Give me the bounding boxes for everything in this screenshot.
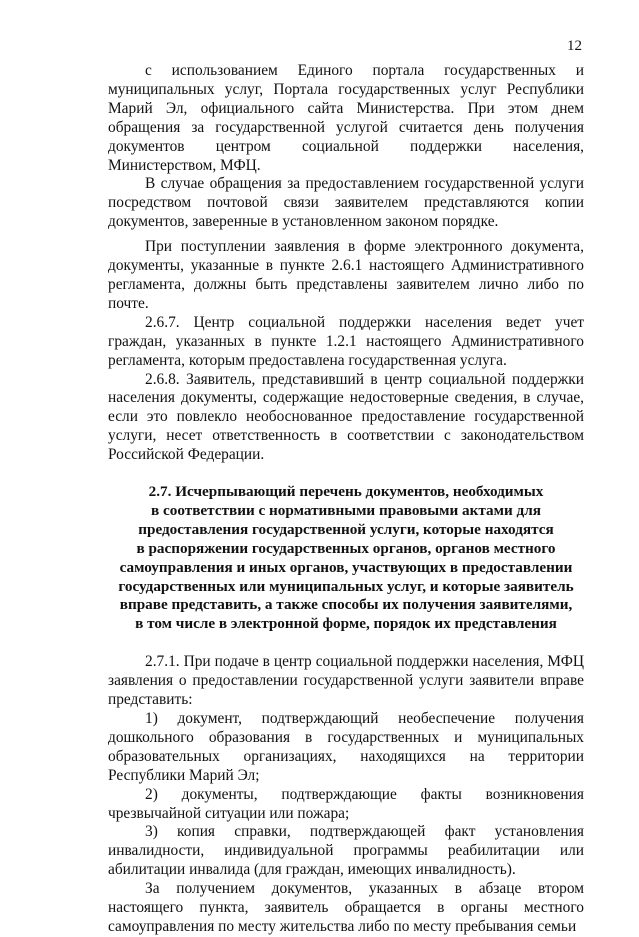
paragraph: При поступлении заявления в форме электронного документа, документы, указанные в пункте 2.6.1 настоящего Административного регламента, должны быть представлены заявителем лично либо по почте. — [108, 238, 584, 312]
section-heading — [108, 483, 584, 634]
list-item: 1) документ, подтверждающий необеспечение получения дошкольного образования в государственных и муниципальных образовательных организациях, находящихся на территории Республики Марий Эл; — [108, 710, 584, 784]
paragraph: с использованием Единого портала государственных и муниципальных услуг, Портала государственных услуг Республики Марий Эл, официального сайта Министерства. При этом днем обращения за государственной услугой считается день получения документов центром социальной поддержки населения, Министерством, МФЦ. — [108, 62, 584, 174]
list-item: 3) копия справки, подтверждающей факт установления инвалидности, индивидуальной программы реабилитации или абилитации инвалида (для граждан, имеющих инвалидность). — [108, 823, 584, 879]
heading-line: самоуправления и иных органов, участвующих в предоставлении — [119, 558, 573, 576]
heading-line: в соответствии с нормативными правовыми актами для — [151, 501, 541, 519]
heading-line: государственных или муниципальных услуг, и которые заявитель — [118, 577, 574, 595]
paragraph: За получением документов, указанных в абзаце втором настоящего пункта, заявитель обращается в органы местного самоуправления по месту жительства либо по месту пребывания семьи — [108, 880, 584, 935]
document-body — [108, 62, 584, 937]
paragraph: 2.7.1. При подаче в центр социальной поддержки населения, МФЦ заявления о предоставлении государственной услуги заявители вправе представить: — [108, 653, 584, 709]
paragraph: В случае обращения за предоставлением государственной услуги посредством почтовой связи заявителем представляются копии документов, заверенные в установленном законом порядке. — [108, 175, 584, 231]
heading-line: вправе представить, а также способы их получения заявителями, — [119, 596, 573, 614]
heading-line: в том числе в электронной форме, порядок их представления — [135, 615, 557, 633]
page-number: 12 — [567, 38, 582, 54]
list-item: 2) документы, подтверждающие факты возникновения чрезвычайной ситуации или пожара; — [108, 785, 584, 822]
heading-line: предоставления государственной услуги, которые находятся — [138, 520, 554, 538]
paragraph: 2.6.7. Центр социальной поддержки населения ведет учет граждан, указанных в пункте 1.2.1 настоящего Административного регламента, которым предоставлена государственная услуга. — [108, 313, 584, 369]
heading-line: в распоряжении государственных органов, органов местного — [136, 539, 556, 557]
heading-line: 2.7. Исчерпывающий перечень документов, необходимых — [148, 483, 544, 501]
paragraph: 2.6.8. Заявитель, представивший в центр социальной поддержки населения документы, содержащие недостоверные сведения, в случае, если это повлекло необоснованное предоставление государственной услуги, несет ответственность в соответствии с законодательством Российской Федерации. — [108, 370, 584, 464]
